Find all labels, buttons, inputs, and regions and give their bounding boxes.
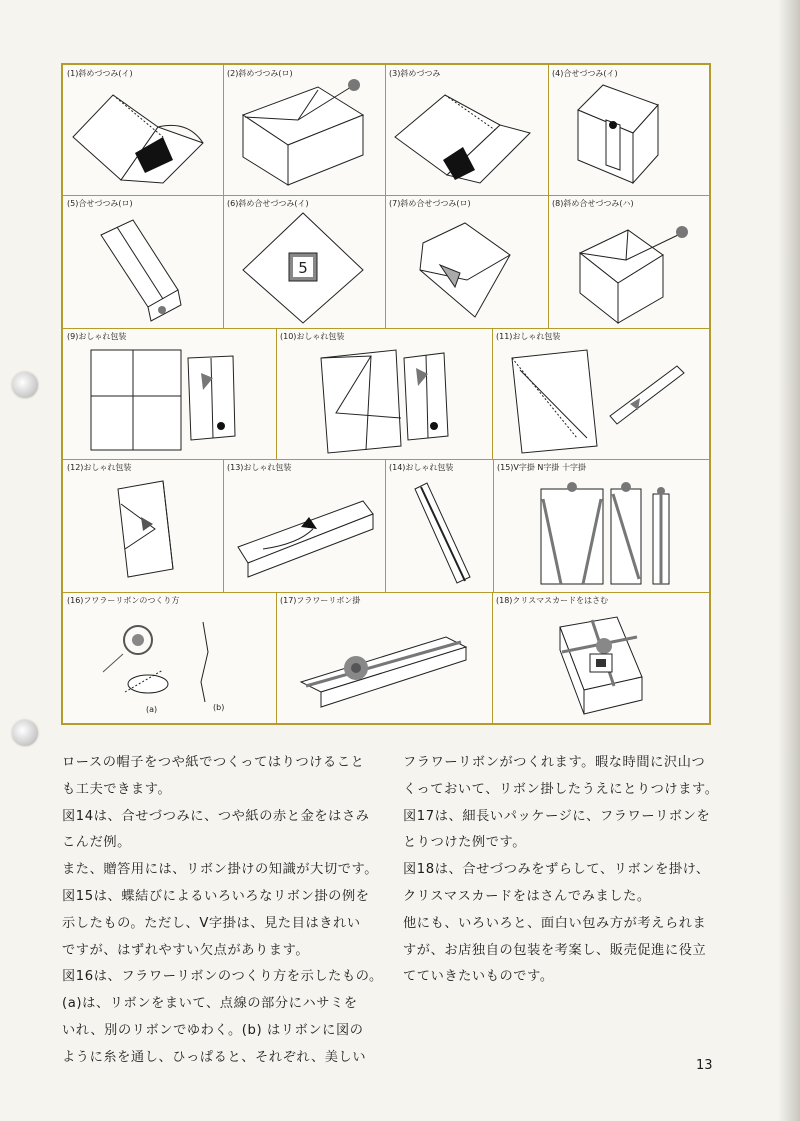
figure-caption: (12)おしゃれ包装 — [67, 463, 132, 472]
page-edge-shadow — [778, 0, 800, 1121]
figure-4 — [548, 65, 709, 195]
fashionable-wrap-13-illustration — [223, 459, 385, 592]
figure-caption: (15)V字掛 N字掛 十字掛 — [497, 463, 586, 472]
text-line: 他にも、いろいろと、面白い包み方が考えられま — [403, 915, 707, 931]
figure-12 — [63, 459, 223, 592]
body-text-left — [62, 750, 390, 1072]
figure-caption: (13)おしゃれ包装 — [227, 463, 292, 472]
binder-hole-bottom — [12, 720, 38, 746]
figure-8 — [548, 195, 709, 328]
fashionable-wrap-11-illustration — [492, 328, 709, 459]
joined-wrap-illustration — [548, 65, 709, 195]
text-line: も工夫できます。 — [62, 781, 172, 797]
figure-caption: (6)斜め合せづつみ(イ) — [227, 199, 309, 208]
text-line: 図18は、合せづつみをずらして、リボンを掛け、 — [403, 862, 710, 878]
text-line: また、贈答用には、リボン掛けの知識が大切です。 — [62, 862, 379, 878]
figure-caption: (5)合せづつみ(ロ) — [67, 199, 133, 208]
figure-caption: (16)フワラーリボンのつくり方 — [67, 596, 180, 605]
diagonal-joined-wrap-c-illustration — [548, 195, 709, 328]
flower-ribbon-making-illustration — [63, 592, 276, 723]
diagonal-joined-wrap-b-illustration — [385, 195, 548, 328]
figure-caption: (9)おしゃれ包装 — [67, 332, 127, 341]
text-line: こんだ例。 — [62, 835, 131, 851]
binder-hole-top — [12, 372, 38, 398]
diagonal-joined-wrap-illustration — [223, 195, 385, 328]
text-line: 示したもの。ただし、V字掛は、見た目はきれい — [62, 915, 361, 931]
figure-1 — [63, 65, 223, 195]
diagonal-wrap-fold-illustration — [385, 65, 548, 195]
text-line: (a)は、リボンをまいて、点線の部分にハサミを — [62, 996, 358, 1012]
figure-2 — [223, 65, 385, 195]
sub-figure-b-label: (b) — [213, 703, 225, 712]
flower-ribbon-package-illustration — [276, 592, 492, 723]
sub-figure-a-label: (a) — [146, 705, 158, 714]
figure-caption: (8)斜め合せづつみ(ハ) — [552, 199, 634, 208]
body-text-right — [403, 750, 723, 991]
figure-grid — [61, 63, 711, 725]
text-line: すが、お店独自の包装を考案し、販売促進に役立 — [403, 942, 707, 958]
text-line: てていきたいものです。 — [403, 969, 554, 985]
figure-9 — [63, 328, 276, 459]
figure-caption: (17)フラワーリボン掛 — [280, 596, 361, 605]
text-line: 図14は、合せづつみに、つや紙の赤と金をはさみ — [62, 808, 370, 824]
figure-13 — [223, 459, 385, 592]
figure-10 — [276, 328, 492, 459]
text-line: ロースの帽子をつや紙でつくってはりつけること — [62, 755, 365, 770]
figure-11 — [492, 328, 709, 459]
figure-caption: (7)斜め合せづつみ(ロ) — [389, 199, 471, 208]
text-line: 図15は、蝶結びによるいろいろなリボン掛の例を — [62, 888, 370, 904]
figure-caption: (18)クリスマスカードをはさむ — [496, 596, 609, 605]
figure-17 — [276, 592, 492, 723]
fashionable-wrap-14-illustration — [385, 459, 493, 592]
figure-6 — [223, 195, 385, 328]
figure-caption: (3)斜めづつみ — [389, 69, 441, 78]
text-line: とりつけた例です。 — [403, 835, 527, 851]
figure-18 — [492, 592, 709, 723]
text-line: くっておいて、リボン掛したうえにとりつけます。 — [403, 781, 719, 797]
page-number: 13 — [696, 1058, 713, 1073]
figure-caption: (11)おしゃれ包装 — [496, 332, 561, 341]
text-line: いれ、別のリボンでゆわく。(b) はリボンに図の — [62, 1022, 364, 1038]
fashionable-wrap-10-illustration — [276, 328, 492, 459]
text-line: ですが、はずれやすい欠点があります。 — [62, 942, 310, 958]
text-line: ように糸を通し、ひっぱると、それぞれ、美しい — [62, 1049, 367, 1065]
diagonal-wrap-box-illustration — [223, 65, 385, 195]
figure-5 — [63, 195, 223, 328]
text-line: 図16は、フラワーリボンのつくり方を示したもの。 — [62, 969, 383, 985]
figure-14 — [385, 459, 493, 592]
ribbon-tying-styles-illustration — [493, 459, 709, 592]
diagonal-wrap-illustration — [63, 65, 223, 195]
box-number-label: 5 — [298, 259, 308, 277]
fashionable-wrap-12-illustration — [63, 459, 223, 592]
figure-caption: (10)おしゃれ包装 — [280, 332, 345, 341]
figure-caption: (1)斜めづつみ(イ) — [67, 69, 133, 78]
figure-caption: (2)斜めづつみ(ロ) — [227, 69, 293, 78]
joined-wrap-long-box-illustration — [63, 195, 223, 328]
text-line: フラワーリボンがつくれます。暇な時間に沢山つ — [403, 755, 706, 770]
figure-16 — [63, 592, 276, 723]
fashionable-wrap-9-illustration — [63, 328, 276, 459]
christmas-card-package-illustration — [492, 592, 709, 723]
figure-caption: (4)合せづつみ(イ) — [552, 69, 618, 78]
text-line: 図17は、細長いパッケージに、フラワーリボンを — [403, 808, 711, 824]
figure-3 — [385, 65, 548, 195]
figure-caption: (14)おしゃれ包装 — [389, 463, 454, 472]
figure-15 — [493, 459, 709, 592]
figure-7 — [385, 195, 548, 328]
text-line: クリスマスカードをはさんでみました。 — [403, 888, 651, 904]
